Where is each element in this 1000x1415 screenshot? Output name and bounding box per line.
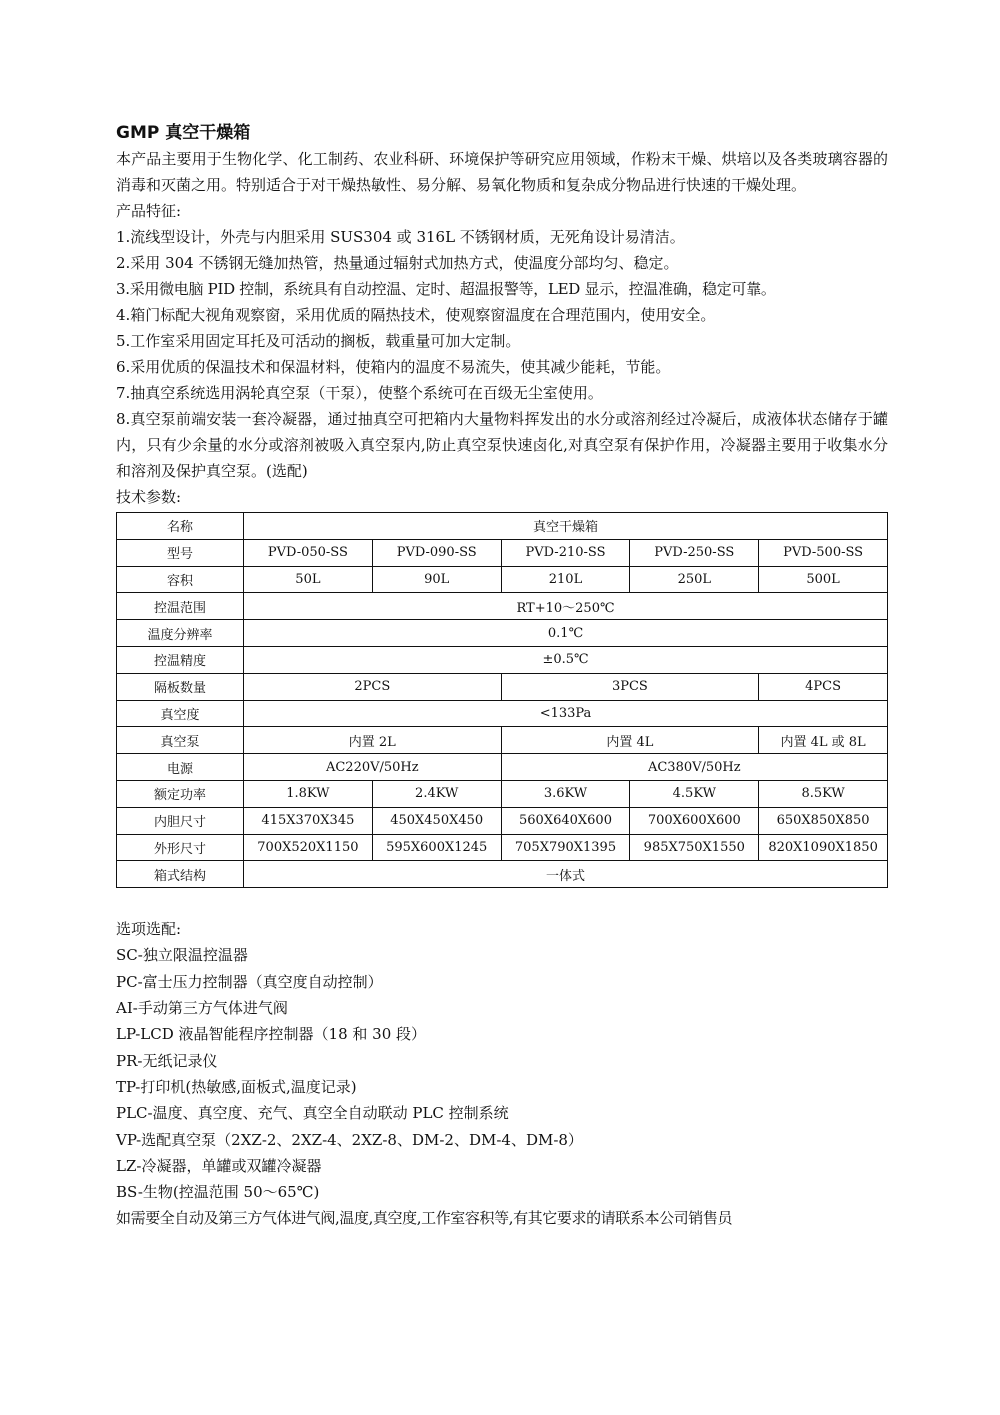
feature-item: 4.箱门标配大视角观察窗，采用优质的隔热技术，使观察窗温度在合理范围内，使用安全。	[116, 306, 716, 324]
cell: 1.8KW	[244, 780, 373, 807]
feature-item: 3.采用微电脑 PID 控制，系统具有自动控温、定时、超温报警等，LED 显示，控温准确，稳定可靠。	[116, 280, 776, 298]
spec-table	[116, 512, 888, 888]
cell: 0.1℃	[244, 620, 888, 647]
table-row	[117, 513, 888, 540]
table-row	[117, 807, 888, 834]
cell: 2PCS	[244, 673, 502, 700]
row-label: 控温范围	[117, 593, 244, 620]
document-title: GMP 真空干燥箱	[116, 123, 251, 143]
cell: PVD-210-SS	[501, 539, 630, 566]
row-label: 真空度	[117, 700, 244, 727]
option-item: BS-生物(控温范围 50～65℃)	[116, 1183, 320, 1202]
contact-note: 如需要全自动及第三方气体进气阀,温度,真空度,工作室容积等,有其它要求的请联系本公司销售员	[116, 1209, 733, 1228]
feature-item: 6.采用优质的保温技术和保温材料，使箱内的温度不易流失，使其减少能耗，节能。	[116, 358, 671, 376]
row-label: 隔板数量	[117, 673, 244, 700]
cell: RT+10～250℃	[244, 593, 888, 620]
option-item: PR-无纸记录仪	[116, 1051, 218, 1070]
cell: 210L	[501, 566, 630, 593]
cell: 内置 4L	[501, 727, 759, 754]
cell: 450X450X450	[372, 807, 501, 834]
row-label: 型号	[117, 539, 244, 566]
option-item: LZ-冷凝器，单罐或双罐冷凝器	[116, 1156, 322, 1175]
cell: 内置 4L 或 8L	[759, 727, 888, 754]
cell: 50L	[244, 566, 373, 593]
feature-item: 5.工作室采用固定耳托及可活动的搁板，载重量可加大定制。	[116, 332, 521, 350]
option-item: PC-富士压力控制器（真空度自动控制）	[116, 972, 383, 991]
option-item: LP-LCD 液晶智能程序控制器（18 和 30 段）	[116, 1025, 427, 1044]
table-row	[117, 834, 888, 861]
options-section	[116, 916, 888, 1232]
row-label: 内胆尺寸	[117, 807, 244, 834]
features-heading: 产品特征:	[116, 202, 182, 220]
option-item: AI-手动第三方气体进气阀	[116, 999, 288, 1018]
cell: 8.5KW	[759, 780, 888, 807]
cell: 3PCS	[501, 673, 759, 700]
cell: 700X600X600	[630, 807, 759, 834]
option-item: PLC-温度、真空度、充气、真空全自动联动 PLC 控制系统	[116, 1104, 509, 1123]
table-row	[117, 646, 888, 673]
option-item: SC-独立限温控温器	[116, 946, 248, 965]
row-label: 外形尺寸	[117, 834, 244, 861]
cell: 一体式	[244, 861, 888, 888]
cell: 700X520X1150	[244, 834, 373, 861]
cell: 415X370X345	[244, 807, 373, 834]
cell: 250L	[630, 566, 759, 593]
cell: 985X750X1550	[630, 834, 759, 861]
cell: 3.6KW	[501, 780, 630, 807]
options-heading: 选项选配:	[116, 920, 182, 939]
cell: 705X790X1395	[501, 834, 630, 861]
feature-item: 7.抽真空系统选用涡轮真空泵（干泵），使整个系统可在百级无尘室使用。	[116, 384, 603, 402]
option-item: TP-打印机(热敏感,面板式,温度记录)	[116, 1077, 357, 1096]
cell: 595X600X1245	[372, 834, 501, 861]
document-page	[116, 120, 888, 1232]
cell: PVD-250-SS	[630, 539, 759, 566]
cell: 500L	[759, 566, 888, 593]
row-label: 名称	[117, 513, 244, 540]
table-row	[117, 620, 888, 647]
cell: 560X640X600	[501, 807, 630, 834]
cell: 90L	[372, 566, 501, 593]
cell: 4PCS	[759, 673, 888, 700]
tech-params-heading: 技术参数:	[116, 488, 182, 506]
row-label: 控温精度	[117, 646, 244, 673]
cell: PVD-050-SS	[244, 539, 373, 566]
cell: ±0.5℃	[244, 646, 888, 673]
table-row	[117, 754, 888, 781]
cell: 650X850X850	[759, 807, 888, 834]
cell: PVD-500-SS	[759, 539, 888, 566]
cell: PVD-090-SS	[372, 539, 501, 566]
table-row	[117, 593, 888, 620]
cell: AC380V/50Hz	[501, 754, 887, 781]
cell: 4.5KW	[630, 780, 759, 807]
row-label: 电源	[117, 754, 244, 781]
feature-item: 1.流线型设计，外壳与内胆采用 SUS304 或 316L 不锈钢材质，无死角设计易清洁。	[116, 228, 685, 246]
row-label: 真空泵	[117, 727, 244, 754]
feature-item: 2.采用 304 不锈钢无缝加热管，热量通过辐射式加热方式，使温度分部均匀、稳定。	[116, 254, 679, 272]
feature-item: 8.真空泵前端安装一套冷凝器，通过抽真空可把箱内大量物料挥发出的水分或溶剂经过冷凝后，成液体状态储存于罐内，只有少余量的水分或溶剂被吸入真空泵内,防止真空泵快速卤化,对真空泵有保护作用，冷凝器主要用于收集水分和溶剂及保护真空泵。(选配)	[116, 410, 888, 480]
option-item: VP-选配真空泵（2XZ-2、2XZ-4、2XZ-8、DM-2、DM-4、DM-8）	[116, 1130, 583, 1149]
intro-paragraph: 本产品主要用于生物化学、化工制药、农业科研、环境保护等研究应用领域，作粉末干燥、烘培以及各类玻璃容器的消毒和灭菌之用。特别适合于对干燥热敏性、易分解、易氧化物质和复杂成分物品进行快速的干燥处理。	[116, 150, 888, 194]
table-row	[117, 861, 888, 888]
row-label: 箱式结构	[117, 861, 244, 888]
table-row	[117, 566, 888, 593]
row-label: 额定功率	[117, 780, 244, 807]
cell: 真空干燥箱	[244, 513, 888, 540]
table-row	[117, 539, 888, 566]
table-row	[117, 700, 888, 727]
cell: 内置 2L	[244, 727, 502, 754]
row-label: 温度分辨率	[117, 620, 244, 647]
table-row	[117, 780, 888, 807]
cell: 2.4KW	[372, 780, 501, 807]
cell: AC220V/50Hz	[244, 754, 502, 781]
table-row	[117, 673, 888, 700]
row-label: 容积	[117, 566, 244, 593]
table-row	[117, 727, 888, 754]
cell: 820X1090X1850	[759, 834, 888, 861]
cell: <133Pa	[244, 700, 888, 727]
